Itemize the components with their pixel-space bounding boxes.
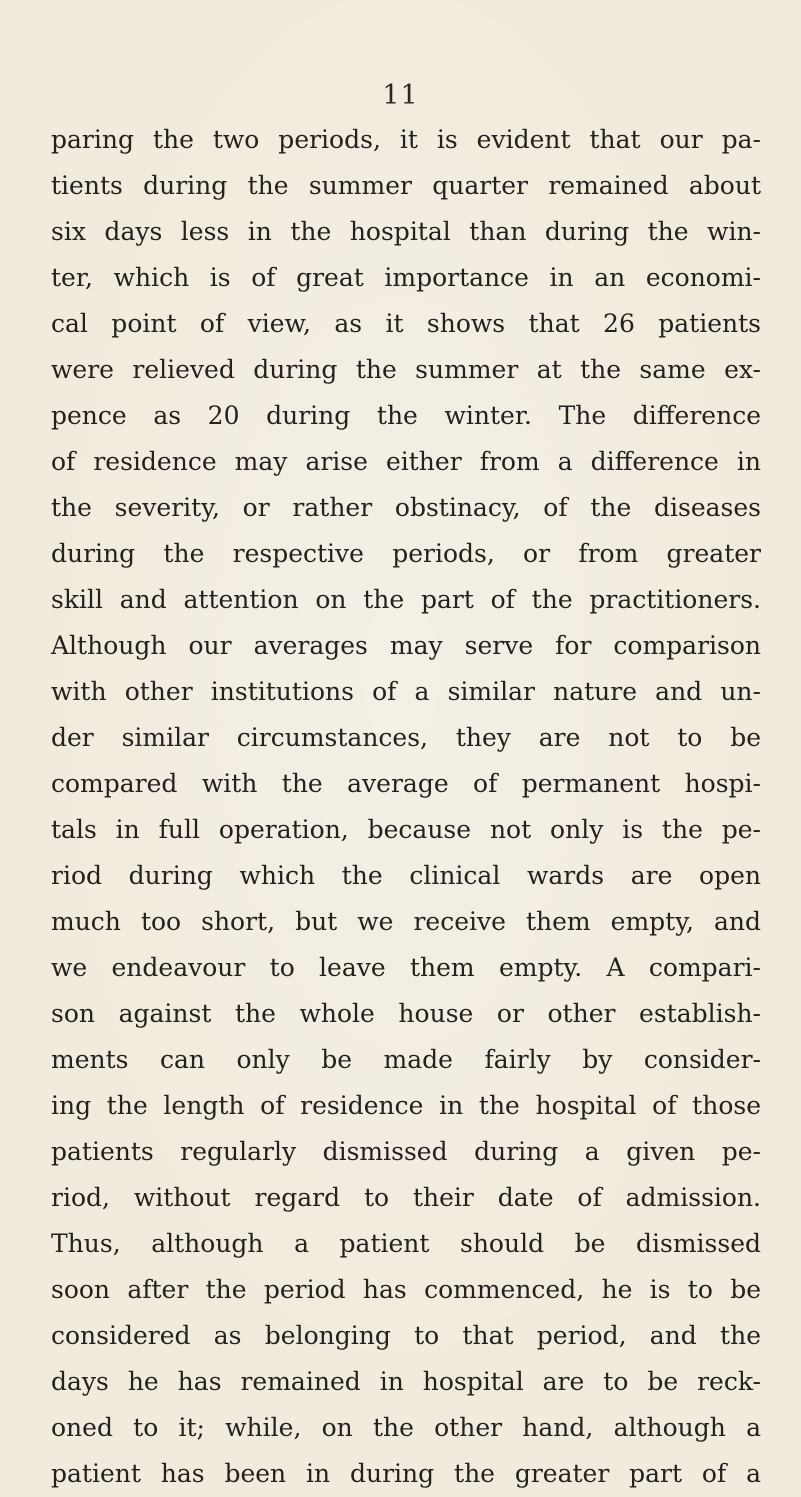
- text-line: son against the whole house or other establish-: [51, 999, 761, 1028]
- text-line: cal point of view, as it shows that 26 patients: [51, 309, 761, 338]
- text-line: der similar circumstances, they are not to be: [51, 723, 761, 752]
- text-line: we endeavour to leave them empty. A compari-: [51, 953, 761, 982]
- text-line: paring the two periods, it is evident that our pa-: [51, 125, 761, 154]
- text-line: riod during which the clinical wards are open: [51, 861, 761, 890]
- text-line: patient has been in during the greater part of a: [51, 1459, 761, 1488]
- text-line: the severity, or rather obstinacy, of the diseases: [51, 493, 761, 522]
- text-line: oned to it; while, on the other hand, although a: [51, 1413, 761, 1442]
- text-line: tals in full operation, because not only is the pe-: [51, 815, 761, 844]
- text-line: ments can only be made fairly by consider-: [51, 1045, 761, 1074]
- text-line: riod, without regard to their date of admission.: [51, 1183, 761, 1212]
- text-line: soon after the period has commenced, he is to be: [51, 1275, 761, 1304]
- body-text: [51, 117, 761, 1497]
- text-line: compared with the average of permanent hospi-: [51, 769, 761, 798]
- text-line: days he has remained in hospital are to be reck-: [51, 1367, 761, 1396]
- text-line: patients regularly dismissed during a given pe-: [51, 1137, 761, 1166]
- text-line: ter, which is of great importance in an economi-: [51, 263, 761, 292]
- text-line: during the respective periods, or from greater: [51, 539, 761, 568]
- text-line: much too short, but we receive them empty, and: [51, 907, 761, 936]
- text-line: of residence may arise either from a difference in: [51, 447, 761, 476]
- text-line: considered as belonging to that period, and the: [51, 1321, 761, 1350]
- text-line: were relieved during the summer at the same ex-: [51, 355, 761, 384]
- text-line: pence as 20 during the winter. The difference: [51, 401, 761, 430]
- text-line: Although our averages may serve for comparison: [51, 631, 761, 660]
- text-line: six days less in the hospital than during the win-: [51, 217, 761, 246]
- page-number: 11: [382, 80, 419, 111]
- text-line: skill and attention on the part of the practitioners.: [51, 585, 761, 614]
- text-line: with other institutions of a similar nature and un-: [51, 677, 761, 706]
- text-line: Thus, although a patient should be dismissed: [51, 1229, 761, 1258]
- text-line: ing the length of residence in the hospital of those: [51, 1091, 761, 1120]
- text-line: tients during the summer quarter remained about: [51, 171, 761, 200]
